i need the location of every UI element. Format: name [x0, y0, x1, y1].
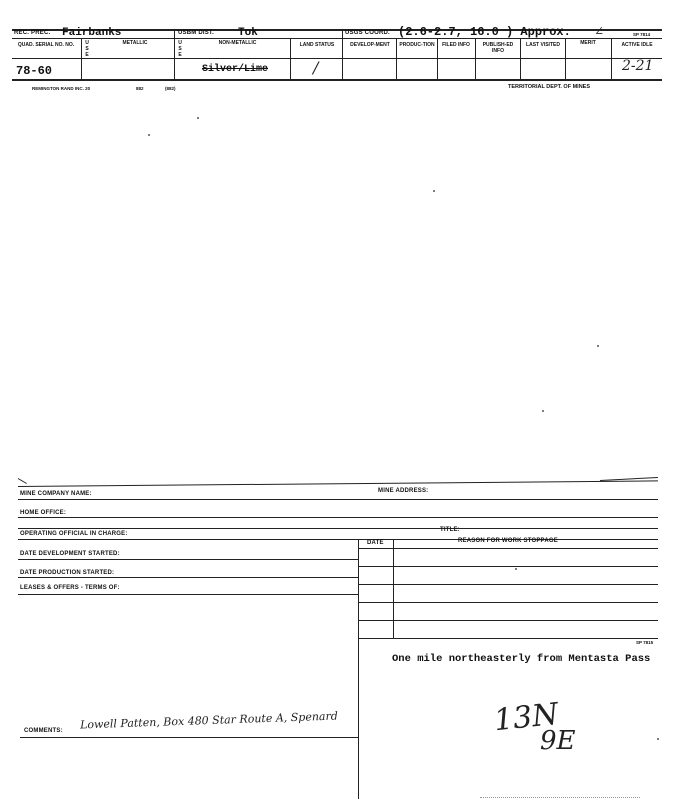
form-line — [358, 566, 658, 567]
col-divider — [611, 38, 612, 79]
last-visited-header: LAST VISITED — [526, 42, 560, 48]
date-development-started-label: DATE DEVELOPMENT STARTED: — [20, 551, 120, 557]
use-right-header: U S E — [178, 40, 182, 58]
checkmark-mark: ∠ — [594, 24, 605, 38]
form-line — [18, 528, 658, 529]
merit-header: MERIT — [580, 40, 596, 46]
col-divider — [565, 38, 566, 79]
range-value: 9E — [540, 726, 576, 756]
usbm-dist-value: Tok — [238, 27, 258, 39]
form-line — [18, 559, 358, 560]
leases-offers-label: LEASES & OFFERS - TERMS OF: — [20, 585, 120, 591]
form-divider — [393, 539, 394, 639]
mine-company-name-label: MINE COMPANY NAME: — [20, 491, 92, 497]
col-divider — [520, 38, 521, 79]
development-header: DEVELOP-MENT — [350, 42, 390, 48]
form-line — [18, 577, 358, 578]
speck — [433, 190, 435, 192]
production-header: PRODUC-TION — [399, 42, 435, 48]
rec-prec-value: Fairbanks — [62, 27, 122, 39]
speck — [597, 345, 599, 347]
col-divider — [290, 38, 291, 79]
township-value: 13N — [492, 696, 561, 739]
form-line — [18, 539, 658, 540]
form-number-bottom: SP 7815 — [636, 640, 654, 645]
form-line — [358, 548, 658, 549]
active-idle-value: 2-21 — [622, 58, 654, 74]
form-line — [18, 499, 658, 500]
date-column-header: DATE — [367, 540, 384, 546]
col-divider — [174, 29, 175, 79]
quad-serial-value: 78-60 — [16, 64, 53, 78]
faint-marks — [480, 797, 640, 798]
date-production-started-label: DATE PRODUCTION STARTED: — [20, 570, 115, 576]
col-divider — [81, 38, 82, 79]
published-info-header: PUBLISH-ED INFO — [482, 42, 514, 54]
operating-official-label: OPERATING OFFICIAL IN CHARGE: — [20, 531, 128, 537]
non-metallic-value: Silver/Lime — [202, 64, 269, 75]
comments-value: Lowell Patten, Box 480 Star Route A, Spenard — [79, 709, 338, 732]
rec-prec-label: REC. PREC. — [14, 30, 51, 36]
speck — [657, 738, 659, 740]
usgs-coord-label: USGS COORD. — [345, 30, 390, 36]
comments-label: COMMENTS: — [24, 728, 63, 734]
home-office-label: HOME OFFICE: — [20, 510, 67, 516]
speck — [542, 410, 544, 412]
card-corner-mark — [18, 478, 27, 484]
usgs-coord-value: (2.6-2.7, 16.0 ) Approx. — [398, 25, 571, 39]
use-left-header: U S E — [85, 40, 89, 58]
col-divider — [396, 38, 397, 79]
form-line — [358, 584, 658, 585]
printer-credit: REMINGTON RAND INC. 20 — [32, 86, 91, 91]
quad-serial-header: QUAD. SERIAL NO. NO. — [17, 42, 75, 48]
metallic-header: METALLIC — [122, 40, 148, 46]
form-line — [358, 620, 658, 621]
form-number-top: SP 7814 — [633, 32, 651, 37]
card-edge — [18, 480, 658, 487]
filed-info-header: FILED INFO — [442, 42, 470, 48]
col-divider — [342, 29, 343, 79]
speck — [515, 568, 517, 570]
col-divider — [437, 38, 438, 79]
location-note: One mile northeasterly from Mentasta Pass — [392, 653, 651, 665]
mine-address-label: MINE ADDRESS: — [378, 488, 429, 494]
form-line — [18, 594, 358, 595]
speck — [148, 134, 150, 136]
print-code-2: (882) — [165, 86, 176, 91]
usbm-dist-label: USBM DIST. — [178, 30, 215, 36]
reason-column-header: REASON FOR WORK STOPPAGE — [458, 538, 558, 544]
form-line — [20, 737, 358, 738]
active-idle-header: ACTIVE IDLE — [621, 42, 653, 48]
form-line — [18, 517, 658, 518]
non-metallic-header: NON-METALLIC — [218, 40, 257, 46]
row-bottom-border — [12, 79, 662, 81]
form-line — [358, 602, 658, 603]
form-divider — [358, 539, 359, 799]
print-code: 882 — [136, 86, 144, 91]
land-status-header: LAND STATUS — [299, 42, 335, 48]
department-name: TERRITORIAL DEPT. OF MINES — [508, 84, 590, 90]
land-status-value: / — [313, 58, 319, 77]
col-divider — [475, 38, 476, 79]
title-label: TITLE: — [440, 527, 460, 533]
form-line — [358, 638, 658, 639]
speck — [197, 117, 199, 119]
